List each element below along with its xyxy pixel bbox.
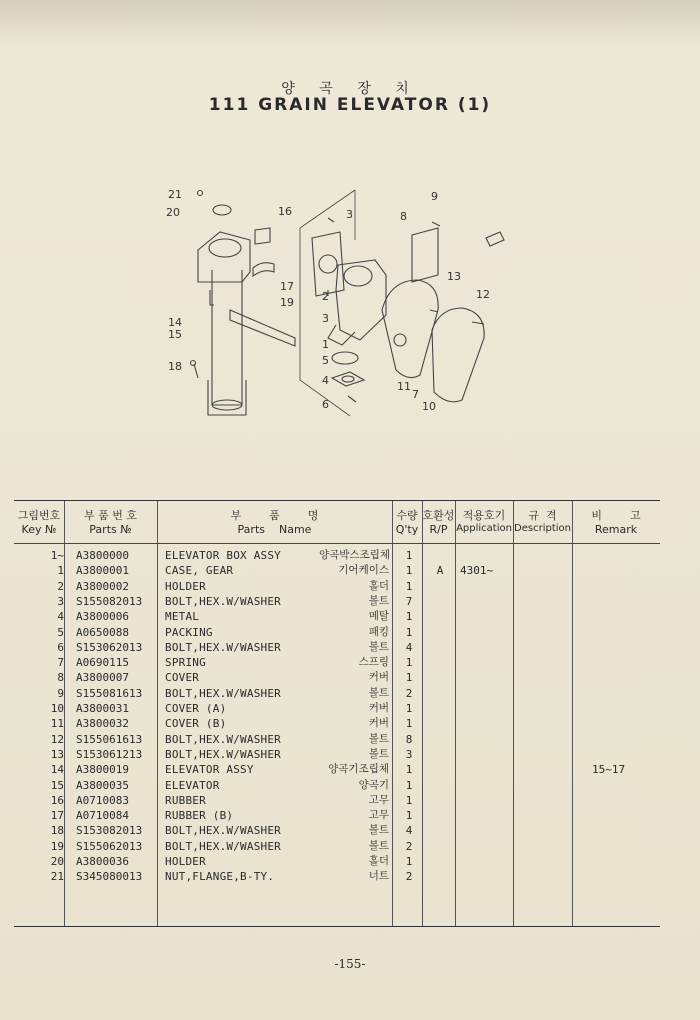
table-row <box>14 548 660 563</box>
cell-key: 8 <box>57 671 64 685</box>
cell-kor: 볼트 <box>368 732 389 745</box>
callout-9: 9 <box>431 190 438 203</box>
cell-name: BOLT,HEX.W/WASHER <box>165 824 281 838</box>
table-row <box>14 869 660 884</box>
table-row <box>14 854 660 869</box>
rubber-17 <box>253 263 274 276</box>
header-qty-ko: 수량 <box>396 509 418 522</box>
cell-qty: 2 <box>405 839 413 853</box>
cell-part: S155081613 <box>76 686 143 700</box>
elevator-tube <box>212 320 242 405</box>
cell-name: BOLT,HEX.W/WASHER <box>165 686 281 700</box>
cell-part: S153062013 <box>76 640 143 654</box>
callout-3: 3 <box>346 208 353 221</box>
cover-8 <box>412 228 438 282</box>
chute <box>230 310 295 346</box>
cell-key: 5 <box>57 625 64 639</box>
cell-kor: 기어케이스 <box>338 564 389 577</box>
callout-13: 13 <box>447 270 461 283</box>
cell-kor: 고무 <box>368 809 389 822</box>
header-remark-en: Remark <box>594 523 638 536</box>
cell-key: 10 <box>50 702 64 715</box>
cell-part: A3800006 <box>76 610 129 624</box>
cell-part: A3800036 <box>76 855 129 868</box>
callout-5: 5 <box>322 354 329 367</box>
cell-kor: 홀더 <box>368 579 389 592</box>
cell-name: COVER (A) <box>165 702 227 715</box>
cell-kor: 볼트 <box>368 839 389 852</box>
cell-qty: 1 <box>405 579 413 593</box>
cell-qty: 1 <box>405 793 413 807</box>
table-row <box>14 808 660 823</box>
cell-name: NUT,FLANGE,B-TY. <box>165 870 275 884</box>
cell-part: S155062013 <box>76 839 143 853</box>
page-title: 111 GRAIN ELEVATOR (1) <box>208 95 492 115</box>
cell-qty: 1 <box>405 564 413 578</box>
cell-key: 11 <box>50 717 64 731</box>
header-rp-ko: 호환성 <box>422 509 455 522</box>
cell-key: 12 <box>50 732 64 746</box>
header-desc-en: Description <box>514 523 571 534</box>
cell-name: BOLT,HEX.W/WASHER <box>165 747 281 761</box>
header-name-en: Parts Name <box>237 523 312 536</box>
cell-kor: 볼트 <box>368 824 389 837</box>
cell-name: BOLT,HEX.W/WASHER <box>165 732 281 746</box>
cell-name: METAL <box>165 610 200 624</box>
table-row <box>14 579 660 594</box>
cell-part: S155082013 <box>76 594 143 608</box>
cell-qty: 1 <box>405 625 413 639</box>
cell-key: 17 <box>50 809 64 823</box>
cell-kor: 홀더 <box>368 855 389 867</box>
cell-part: A3800035 <box>76 778 129 792</box>
header-rp-en: R/P <box>429 523 448 536</box>
cell-key: 7 <box>57 656 64 670</box>
table-row <box>14 716 660 731</box>
callout-2: 2 <box>322 290 329 303</box>
cell-part: A3800031 <box>76 702 129 715</box>
cell-name: ELEVATOR ASSY <box>165 763 254 777</box>
cell-name: ELEVATOR <box>165 778 220 792</box>
cell-qty: 4 <box>405 640 413 654</box>
cover-b <box>382 280 438 378</box>
cell-key: 21 <box>50 870 64 884</box>
cell-part: S153082013 <box>76 824 143 838</box>
cell-kor: 커버 <box>368 702 389 714</box>
cell-name: HOLDER <box>165 855 206 868</box>
cell-part: A0710083 <box>76 793 129 807</box>
cell-name: COVER <box>165 671 200 685</box>
header-app-ko: 적용호기 <box>462 509 506 522</box>
table-row <box>14 609 660 624</box>
header-qty-en: Q'ty <box>395 523 419 536</box>
cell-qty: 1 <box>405 702 413 715</box>
header-part-en: Parts № <box>89 523 132 536</box>
header-desc-ko: 규 격 <box>528 509 557 522</box>
rubber-16 <box>255 228 270 244</box>
cell-qty: 2 <box>405 870 413 884</box>
callout-15: 15 <box>168 328 182 341</box>
cell-name: CASE, GEAR <box>165 564 234 578</box>
parts-table <box>14 500 660 927</box>
cell-name: BOLT,HEX.W/WASHER <box>165 839 281 853</box>
cell-app: 4301~ <box>460 564 494 578</box>
cell-key: 1~ <box>50 549 64 562</box>
cell-rp: A <box>436 564 444 578</box>
cell-part: A0690115 <box>76 656 129 670</box>
callout-19: 19 <box>280 296 294 309</box>
table-row <box>14 640 660 655</box>
cell-qty: 3 <box>405 747 413 761</box>
callout-7: 7 <box>412 388 419 401</box>
header-key-en: Key № <box>21 523 57 536</box>
table-row <box>14 778 660 793</box>
cell-part: S153061213 <box>76 747 143 761</box>
cell-key: 6 <box>57 640 64 654</box>
cell-key: 14 <box>50 763 64 777</box>
cell-qty: 1 <box>405 717 413 731</box>
callout-18: 18 <box>168 360 182 373</box>
exploded-diagram <box>150 180 530 440</box>
callout-20: 20 <box>166 206 180 219</box>
cell-kor: 패킹 <box>368 625 389 638</box>
cell-qty: 1 <box>405 549 413 562</box>
callout-11: 11 <box>397 380 411 393</box>
cell-part: A3800019 <box>76 763 129 777</box>
callout-4: 4 <box>322 374 329 387</box>
cell-key: 20 <box>50 855 64 868</box>
page-shadow <box>0 0 700 50</box>
cell-part: S155061613 <box>76 732 143 746</box>
cell-name: RUBBER (B) <box>165 809 234 823</box>
callout-21: 21 <box>168 188 182 201</box>
cell-qty: 1 <box>405 778 413 792</box>
table-row <box>14 655 660 670</box>
cell-key: 9 <box>57 686 64 700</box>
cell-name: BOLT,HEX.W/WASHER <box>165 594 281 608</box>
cell-kor: 고무 <box>368 793 389 806</box>
gear-case <box>336 260 386 340</box>
table-row <box>14 625 660 640</box>
cell-kor: 양곡기 <box>358 778 389 791</box>
cell-name: ELEVATOR BOX ASSY <box>165 549 281 562</box>
table-row <box>14 686 660 701</box>
cell-key: 16 <box>50 793 64 807</box>
callout-1: 1 <box>322 338 329 351</box>
cell-key: 15 <box>50 778 64 792</box>
callout-17: 17 <box>280 280 294 293</box>
callout-6: 6 <box>322 398 329 411</box>
cell-qty: 1 <box>405 763 413 777</box>
table-row <box>14 594 660 609</box>
cell-remark: 15~17 <box>592 763 626 777</box>
cell-name: SPRING <box>165 656 206 670</box>
cell-part: A0650088 <box>76 625 129 639</box>
cell-kor: 볼트 <box>368 594 389 607</box>
cell-kor: 볼트 <box>368 747 389 760</box>
cell-qty: 8 <box>405 732 413 746</box>
cell-part: A3800002 <box>76 579 129 593</box>
cell-part: A0710084 <box>76 809 129 823</box>
cell-qty: 1 <box>405 656 413 670</box>
header-remark-ko: 비 고 <box>591 509 641 522</box>
cell-name: BOLT,HEX.W/WASHER <box>165 640 281 654</box>
cell-kor: 볼트 <box>368 640 389 653</box>
table-row <box>14 823 660 838</box>
cell-key: 19 <box>50 839 64 853</box>
header-part-ko: 부 품 번 호 <box>84 509 137 522</box>
callout-10: 10 <box>422 400 436 413</box>
table-row <box>14 732 660 747</box>
cell-kor: 너트 <box>368 870 389 883</box>
cell-name: PACKING <box>165 625 213 639</box>
cell-qty: 1 <box>405 671 413 685</box>
cell-kor: 커버 <box>368 717 389 730</box>
cell-qty: 2 <box>405 686 413 700</box>
table-row <box>14 701 660 716</box>
cell-part: A3800032 <box>76 717 129 731</box>
cell-key: 13 <box>50 747 64 761</box>
callout-3b: 3 <box>322 312 329 325</box>
table-row <box>14 762 660 777</box>
callout-12: 12 <box>476 288 490 301</box>
cell-qty: 7 <box>405 594 413 608</box>
cell-kor: 메탈 <box>368 610 389 623</box>
table-row <box>14 793 660 808</box>
header-app-en: Application <box>456 523 512 534</box>
cell-part: A3800000 <box>76 549 129 562</box>
cell-kor: 커버 <box>368 671 389 684</box>
cover-a <box>432 308 484 402</box>
cell-qty: 1 <box>405 855 413 868</box>
cell-name: COVER (B) <box>165 717 227 731</box>
table-row <box>14 670 660 685</box>
title-korean: 양 곡 장 치 <box>281 81 419 97</box>
cell-part: A3800007 <box>76 671 129 685</box>
callout-8: 8 <box>400 210 407 223</box>
cell-name: HOLDER <box>165 579 206 593</box>
cell-key: 1 <box>57 564 64 578</box>
cell-key: 3 <box>57 594 64 608</box>
cell-qty: 1 <box>405 809 413 823</box>
cell-qty: 1 <box>405 610 413 624</box>
callout-14: 14 <box>168 316 182 329</box>
cell-part: S345080013 <box>76 870 143 884</box>
cell-key: 2 <box>57 579 64 593</box>
header-name-ko: 부 품 명 <box>230 509 319 522</box>
header-key-ko: 그림번호 <box>17 509 61 522</box>
callout-16: 16 <box>278 205 292 218</box>
cell-kor: 양곡박스조립체 <box>319 549 391 561</box>
table-row <box>14 839 660 854</box>
page-number: -155- <box>334 957 366 971</box>
cell-kor: 양곡기조립체 <box>328 763 389 776</box>
cell-part: A3800001 <box>76 564 129 578</box>
cell-kor: 볼트 <box>368 686 389 699</box>
table-row <box>14 747 660 762</box>
cell-qty: 4 <box>405 824 413 838</box>
cell-name: RUBBER <box>165 793 206 807</box>
cell-key: 18 <box>50 824 64 838</box>
cell-kor: 스프링 <box>358 656 389 669</box>
cell-key: 4 <box>57 610 64 624</box>
table-row <box>14 563 660 578</box>
